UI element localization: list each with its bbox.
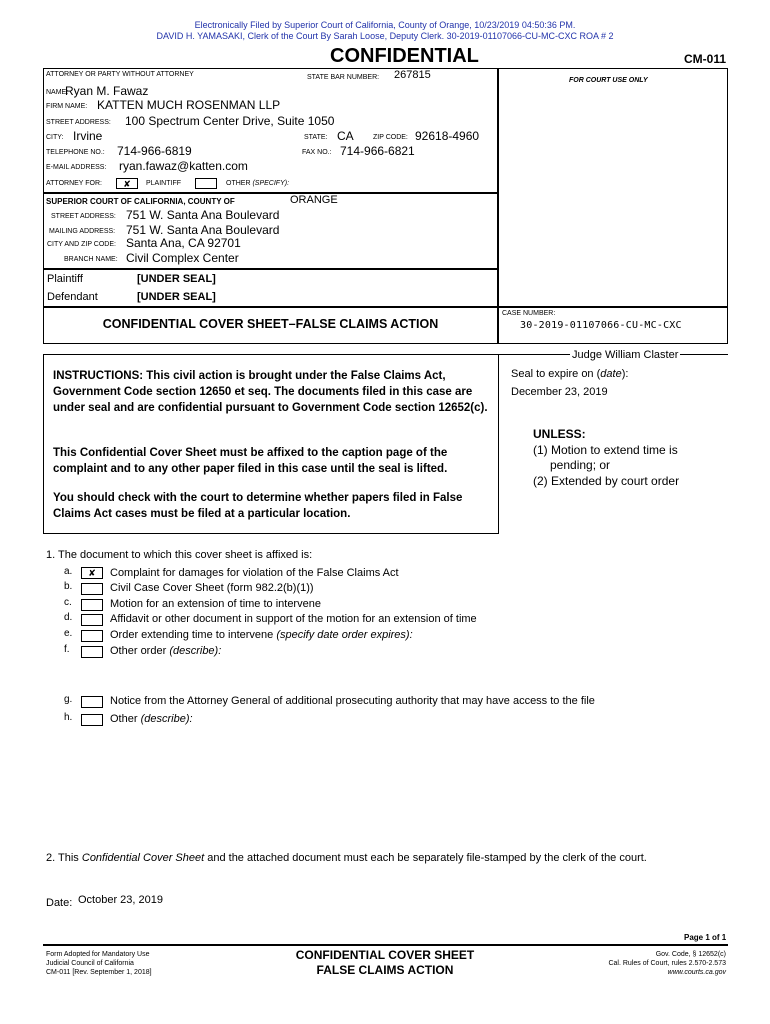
date-value[interactable]: October 23, 2019 <box>78 894 164 906</box>
footer-title-line1: CONFIDENTIAL COVER SHEET <box>295 948 475 962</box>
footer-left-line2: Judicial Council of California <box>46 960 134 967</box>
plaintiff-checkbox[interactable]: ✘ <box>116 178 138 189</box>
form-number: CM-011 <box>684 52 727 66</box>
street-label: STREET ADDRESS: <box>46 119 111 126</box>
option-e-letter: e. <box>64 628 73 639</box>
email-label: E-MAIL ADDRESS: <box>46 164 107 171</box>
fax-label: FAX NO.: <box>302 149 332 156</box>
option-f-label: Other order (describe): <box>110 645 222 657</box>
case-number[interactable]: 30-2019-01107066-CU-MC-CXC <box>520 320 682 331</box>
attorney-zip[interactable]: 92618-4960 <box>415 129 480 143</box>
option-f-letter: f. <box>64 644 70 655</box>
name-label: NAME: <box>46 89 69 96</box>
seal-expire-date[interactable]: December 23, 2019 <box>511 386 608 398</box>
firm-label: FIRM NAME: <box>46 103 88 110</box>
unless-item-2: (2) Extended by court order <box>533 474 680 488</box>
other-checkbox[interactable] <box>195 178 217 189</box>
court-use-label: FOR COURT USE ONLY <box>569 77 648 84</box>
footer-left-line3: CM-011 [Rev. September 1, 2018] <box>46 969 152 976</box>
unless-item-1: (1) Motion to extend time is <box>533 443 678 457</box>
footer-center <box>260 948 510 978</box>
footer-right-line2: Cal. Rules of Court, rules 2.570-2.573 <box>608 960 726 967</box>
option-a-label: Complaint for damages for violation of the False Claims Act <box>110 567 399 579</box>
court-city-zip[interactable]: Santa Ana, CA 92701 <box>126 236 241 250</box>
zip-label: ZIP CODE: <box>373 134 408 141</box>
page-number: Page 1 of 1 <box>684 933 727 942</box>
option-h-checkbox[interactable] <box>81 714 103 726</box>
bar-number[interactable]: 267815 <box>394 69 431 81</box>
bar-number-label: STATE BAR NUMBER: <box>307 74 380 81</box>
option-a-letter: a. <box>64 566 73 577</box>
footer-right <box>540 950 726 977</box>
instructions-paragraph-3: You should check with the court to determine whether papers filed in False Claims Act cases must be filed at a particular location. <box>53 492 463 520</box>
court-street-label: STREET ADDRESS: <box>51 213 116 220</box>
plaintiff-label: Plaintiff <box>47 273 83 285</box>
filing-stamp <box>0 20 770 42</box>
option-d-letter: d. <box>64 612 73 623</box>
case-number-label: CASE NUMBER: <box>502 310 556 317</box>
defendant-label: Defendant <box>47 291 98 303</box>
footer-left <box>46 950 152 977</box>
option-c-letter: c. <box>64 597 72 608</box>
instructions-paragraph-2: This Confidential Cover Sheet must be affixed to the caption page of the complaint and to any other paper filed in this case until the seal is lifted. <box>53 447 448 475</box>
footer-title-line2: FALSE CLAIMS ACTION <box>316 963 454 977</box>
attorney-street[interactable]: 100 Spectrum Center Drive, Suite 1050 <box>125 114 335 128</box>
item-2-text: 2. This Confidential Cover Sheet and the attached document must each be separately file-stamped by the clerk of the court. <box>46 852 647 864</box>
state-label: STATE: <box>304 134 328 141</box>
plaintiff-option-label: PLAINTIFF <box>146 180 182 187</box>
footer-rule <box>43 944 728 946</box>
phone-label: TELEPHONE NO.: <box>46 149 105 156</box>
option-h-label: Other (describe): <box>110 713 193 725</box>
attorney-phone[interactable]: 714-966-6819 <box>117 144 192 158</box>
option-c-label: Motion for an extension of time to intervene <box>110 598 321 610</box>
option-e-label: Order extending time to intervene (specify date order expires): <box>110 629 413 641</box>
filing-stamp-line2: DAVID H. YAMASAKI, Clerk of the Court By Sarah Loose, Deputy Clerk. 30-2019-01107066-CU-MC-CXC ROA # 2 <box>156 31 614 41</box>
option-d-label: Affidavit or other document in support of the motion for an extension of time <box>110 613 477 625</box>
option-g-label: Notice from the Attorney General of additional prosecuting authority that may have access to the file <box>110 695 595 707</box>
attorney-email[interactable]: ryan.fawaz@katten.com <box>119 159 248 173</box>
unless-heading: UNLESS: <box>533 427 586 441</box>
item-1-intro: 1. The document to which this cover sheet is affixed is: <box>46 549 313 561</box>
court-branch-label: BRANCH NAME: <box>64 256 118 263</box>
plaintiff-value[interactable]: [UNDER SEAL] <box>137 273 216 285</box>
footer-left-line1: Form Adopted for Mandatory Use <box>46 951 150 958</box>
court-use-box <box>498 68 728 307</box>
attorney-city[interactable]: Irvine <box>73 129 103 143</box>
option-b-letter: b. <box>64 581 73 592</box>
attorney-for-label: ATTORNEY FOR: <box>46 180 103 187</box>
unless-item-1-cont: pending; or <box>550 458 611 472</box>
court-mailing[interactable]: 751 W. Santa Ana Boulevard <box>126 223 280 237</box>
option-e-checkbox[interactable] <box>81 630 103 642</box>
city-label: CITY: <box>46 134 64 141</box>
attorney-state[interactable]: CA <box>337 129 354 143</box>
option-f-checkbox[interactable] <box>81 646 103 658</box>
seal-expire-label: Seal to expire on (date): <box>511 368 629 380</box>
court-branch[interactable]: Civil Complex Center <box>126 251 239 265</box>
option-g-checkbox[interactable] <box>81 696 103 708</box>
footer-right-line1: Gov. Code, § 12652(c) <box>655 951 726 958</box>
attorney-section-label: ATTORNEY OR PARTY WITHOUT ATTORNEY <box>46 71 194 78</box>
option-c-checkbox[interactable] <box>81 599 103 611</box>
option-d-checkbox[interactable] <box>81 614 103 626</box>
court-county[interactable]: ORANGE <box>290 194 338 206</box>
judge-name: Judge William Claster <box>572 349 679 361</box>
other-option-label: OTHER (SPECIFY): <box>226 180 290 187</box>
court-city-zip-label: CITY AND ZIP CODE: <box>47 241 116 248</box>
instructions-paragraph-1: INSTRUCTIONS: This civil action is brought under the False Claims Act, Government Code section 12650 et seq. The documents filed in this case are under seal and are confidential pursuant to Government Code section 12652(c). <box>53 370 488 414</box>
court-mailing-label: MAILING ADDRESS: <box>49 228 116 235</box>
attorney-name[interactable]: Ryan M. Fawaz <box>65 84 149 98</box>
date-label: Date: <box>46 897 73 909</box>
defendant-value[interactable]: [UNDER SEAL] <box>137 291 216 303</box>
parties-box <box>43 269 498 307</box>
filing-stamp-line1: Electronically Filed by Superior Court of California, County of Orange, 10/23/2019 04:50:36 PM. <box>194 20 576 30</box>
option-b-checkbox[interactable] <box>81 583 103 595</box>
option-b-label: Civil Case Cover Sheet (form 982.2(b)(1)) <box>110 582 314 594</box>
courts-website-link[interactable]: www.courts.ca.gov <box>667 969 726 976</box>
firm-name[interactable]: KATTEN MUCH ROSENMAN LLP <box>97 98 281 112</box>
confidential-title: CONFIDENTIAL <box>330 45 479 67</box>
sheet-title: CONFIDENTIAL COVER SHEET–FALSE CLAIMS ACTION <box>102 317 439 331</box>
option-a-checkbox[interactable]: ✘ <box>81 567 103 579</box>
court-street[interactable]: 751 W. Santa Ana Boulevard <box>126 208 280 222</box>
attorney-fax[interactable]: 714-966-6821 <box>340 144 415 158</box>
option-h-letter: h. <box>64 712 73 723</box>
court-title: SUPERIOR COURT OF CALIFORNIA, COUNTY OF <box>46 197 235 206</box>
option-g-letter: g. <box>64 694 73 705</box>
